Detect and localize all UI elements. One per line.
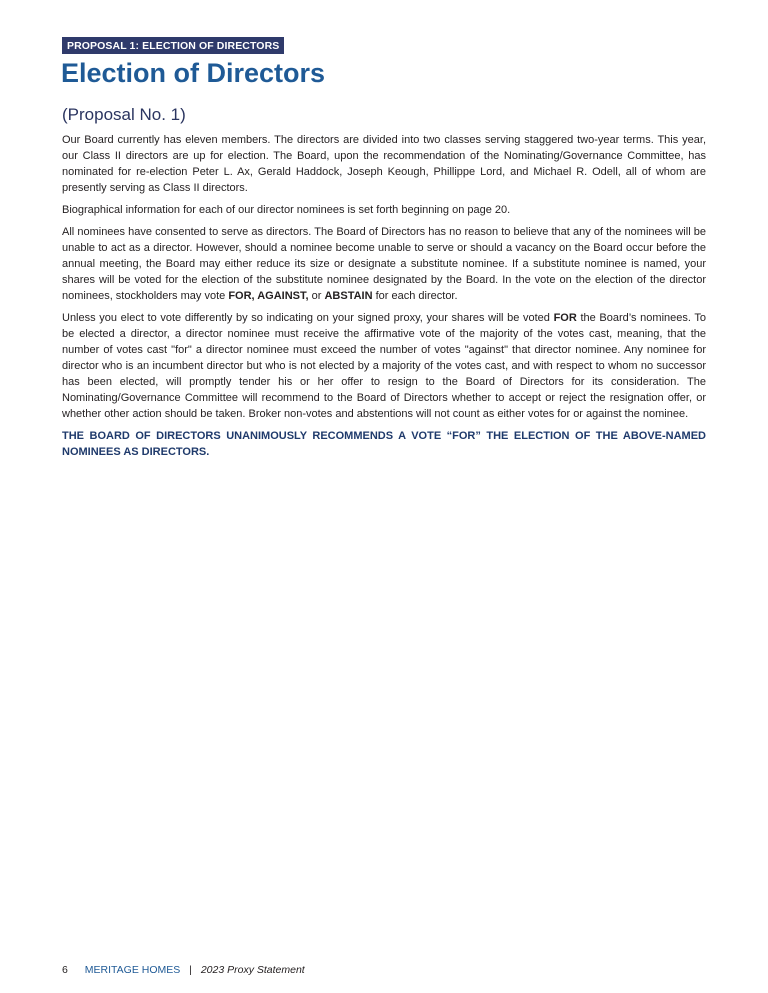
paragraph-biographical-info: Biographical information for each of our director nominees is set forth beginning on page 20. <box>62 204 511 216</box>
paragraph-nominee-consent <box>62 224 706 304</box>
footer-separator: | <box>189 964 192 976</box>
company-name: MERITAGE HOMES <box>84 964 181 976</box>
text: or <box>308 290 325 302</box>
text: Unless you elect to vote differently by so indicating on your signed proxy, your shares will be voted <box>62 312 554 324</box>
bold-text: FOR <box>553 312 577 324</box>
bold-text: ABSTAIN <box>324 290 373 302</box>
page-title: Election of Directors <box>61 58 326 88</box>
text: All nominees have consented to serve as directors. The Board of Directors has no reason to believe that any of the nominees will be unable to act as a director. However, should a nominee become unable to serve or should a vacancy on the Board occur before the annual meeting, the Board may either reduce its size or designate a substitute nominee. If a substitute nominee is named, your shares will be voted for the election of the substitute nominee designated by the Board. In the vote on the election of the director nominees, stockholders may vote <box>62 226 706 302</box>
text: for each director. <box>372 290 458 302</box>
page-number: 6 <box>62 964 68 976</box>
document-name: 2023 Proxy Statement <box>200 964 305 976</box>
paragraph-board-composition: Our Board currently has eleven members. The directors are divided into two classes serving staggered two-year terms. This year, our Class II directors are up for election. The Board, upon the recommendation of the Nominating/Governance Committee, has nominated for re-election Peter L. Ax, Gerald Haddock, Joseph Keough, Phillippe Lord, and Michael R. Odell, all of whom are presently serving as Class II directors. <box>62 134 706 194</box>
paragraph-voting-standard <box>62 310 706 422</box>
bold-text: FOR, AGAINST, <box>228 290 309 302</box>
text: the Board’s nominees. To be elected a director, a director nominee must receive the affirmative vote of the majority of the votes cast, meaning, that the number of votes cast "for" a director nominee must exceed the number of votes "against" that director nominee. Any nominee for director who is an incumbent director but who is not elected by a majority of the votes cast, and with respect to whom no successor has been elected, will promptly tender his or her offer to resign to the Board of Directors for its consideration. The Nominating/Governance Committee will recommend to the Board of Directors whether to accept or reject the resignation offer, or whether other action should be taken. Broker non-votes and abstentions will not count as either votes for or against the nominee. <box>62 312 706 420</box>
page-footer <box>62 964 305 976</box>
section-tag: PROPOSAL 1: ELECTION OF DIRECTORS <box>62 37 284 54</box>
page-subtitle: (Proposal No. 1) <box>62 105 186 124</box>
board-recommendation: THE BOARD OF DIRECTORS UNANIMOUSLY RECOMMENDS A VOTE “FOR” THE ELECTION OF THE ABOVE-NAMED NOMINEES AS DIRECTORS. <box>62 430 706 458</box>
body-text <box>62 132 706 466</box>
